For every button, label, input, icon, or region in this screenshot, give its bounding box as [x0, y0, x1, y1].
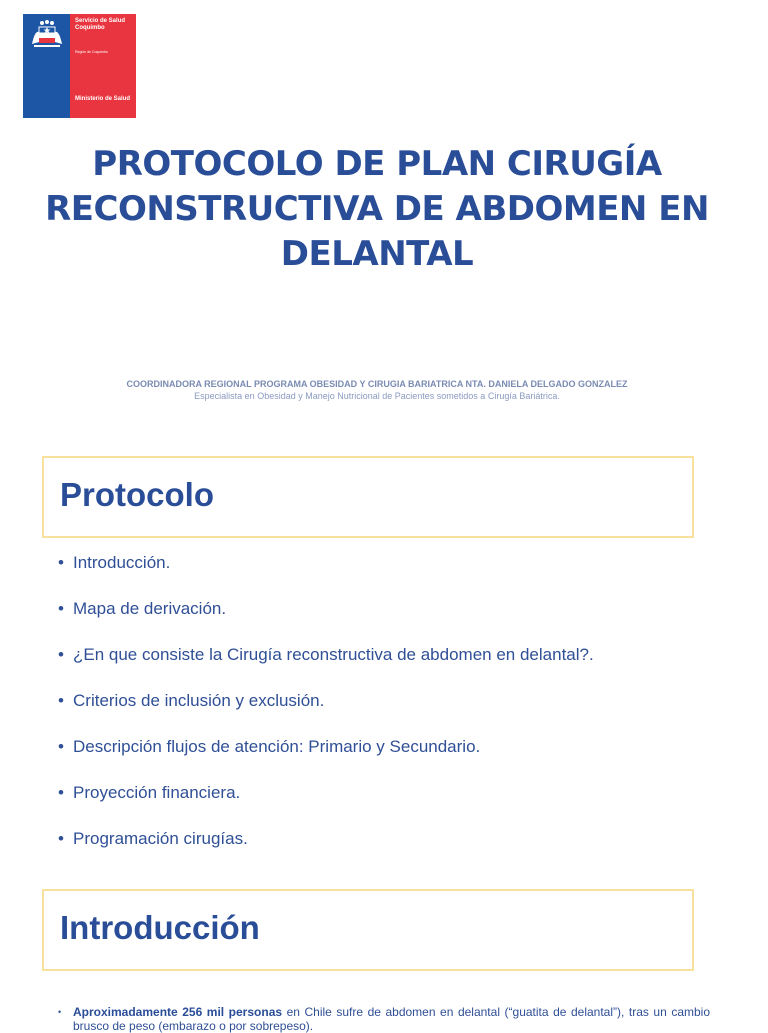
logo-region-name: Región de Coquimbo	[75, 50, 108, 54]
list-item	[58, 828, 594, 874]
protocol-list	[58, 552, 594, 874]
logo-service-name: Servicio de Salud Coquimbo	[75, 18, 126, 31]
list-item-text: Introducción.	[73, 553, 171, 572]
list-item	[58, 736, 594, 782]
list-item	[58, 690, 594, 736]
logo-ministry-name: Ministerio de Salud	[75, 96, 131, 102]
bullet-icon: •	[58, 1007, 62, 1017]
bullet-icon: •	[58, 645, 64, 664]
introduction-heading: Introducción	[60, 909, 260, 946]
introduction-bold-text: Aproximadamente 256 mil personas	[73, 1005, 283, 1019]
specialty-line: Especialista en Obesidad y Manejo Nutricional de Pacientes sometidos a Cirugía Bariátrica.	[194, 391, 560, 401]
ministry-logo	[23, 14, 136, 118]
list-item-text: Descripción flujos de atención: Primario y Secundario.	[73, 737, 481, 756]
introduction-heading-box	[42, 889, 694, 971]
author-line: COORDINADORA REGIONAL PROGRAMA OBESIDAD Y CIRUGIA BARIATRICA NTA. DANIELA DELGADO GONZALEZ	[126, 379, 628, 389]
logo-blue-panel	[23, 14, 70, 118]
list-item	[58, 644, 594, 690]
bullet-icon: •	[58, 691, 64, 710]
coat-of-arms-icon	[28, 18, 66, 50]
introduction-text	[73, 1005, 710, 1033]
list-item-text: Criterios de inclusión y exclusión.	[73, 691, 325, 710]
list-item-text: Proyección financiera.	[73, 783, 241, 802]
bullet-icon: •	[58, 783, 64, 802]
list-item	[58, 782, 594, 828]
bullet-icon: •	[58, 829, 64, 848]
list-item-text: Mapa de derivación.	[73, 599, 227, 618]
document-title: PROTOCOLO DE PLAN CIRUGÍA RECONSTRUCTIVA DE ABDOMEN EN DELANTAL	[45, 144, 709, 274]
introduction-body-text: en Chile sufre de abdomen en delantal (“guatita de delantal”), tras un cambio brusco de peso (embarazo o por sobrepeso).	[73, 1005, 710, 1033]
list-item-text: ¿En que consiste la Cirugía reconstructiva de abdomen en delantal?.	[73, 645, 594, 664]
logo-red-panel	[70, 14, 136, 118]
list-item	[58, 552, 594, 598]
introduction-paragraph	[58, 1005, 710, 1033]
bullet-icon: •	[58, 599, 64, 618]
list-item	[58, 598, 594, 644]
protocol-heading: Protocolo	[60, 476, 214, 513]
bullet-icon: •	[58, 553, 64, 572]
list-item-text: Programación cirugías.	[73, 829, 248, 848]
protocol-heading-box	[42, 456, 694, 538]
bullet-icon: •	[58, 737, 64, 756]
